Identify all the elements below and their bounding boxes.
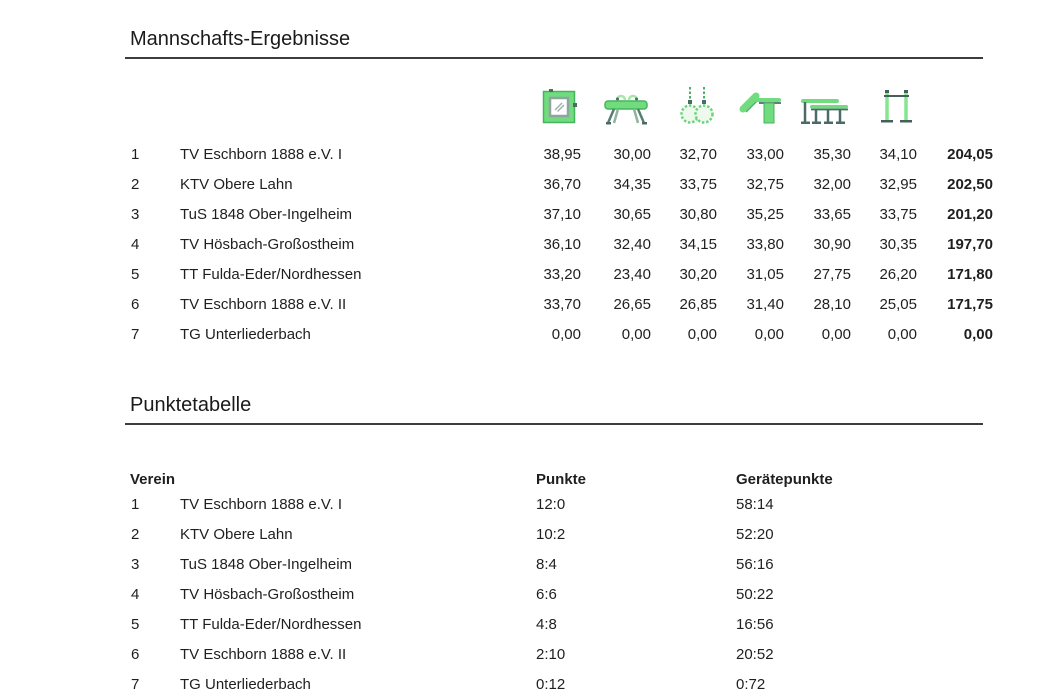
team-name: TuS 1848 Ober-Ingelheim bbox=[180, 555, 353, 573]
points-row bbox=[125, 519, 993, 549]
score-floor: 37,10 bbox=[543, 205, 581, 223]
pommel-horse-icon bbox=[581, 91, 651, 125]
rank-number: 6 bbox=[131, 645, 140, 663]
rank-number: 4 bbox=[131, 585, 140, 603]
score-pommel-horse: 0,00 bbox=[621, 325, 651, 343]
score-high-bar: 30,35 bbox=[879, 235, 917, 253]
score-total: 0,00 bbox=[963, 325, 993, 343]
score-pommel-horse: 26,65 bbox=[613, 295, 651, 313]
score-parallel-bars: 0,00 bbox=[821, 325, 851, 343]
match-points: 0:12 bbox=[536, 675, 566, 693]
score-high-bar: 33,75 bbox=[879, 205, 917, 223]
parallel-bars-icon bbox=[784, 92, 851, 125]
score-total: 204,05 bbox=[947, 145, 993, 163]
score-total: 171,80 bbox=[947, 265, 993, 283]
points-row bbox=[125, 549, 993, 579]
score-floor: 36,10 bbox=[543, 235, 581, 253]
device-points: 0:72 bbox=[736, 675, 766, 693]
score-rings: 26,85 bbox=[679, 295, 717, 313]
score-pommel-horse: 30,65 bbox=[613, 205, 651, 223]
score-vault: 35,25 bbox=[746, 205, 784, 223]
score-vault: 31,05 bbox=[746, 265, 784, 283]
score-pommel-horse: 23,40 bbox=[613, 265, 651, 283]
results-row bbox=[125, 259, 993, 289]
results-row bbox=[125, 139, 993, 169]
score-high-bar: 34,10 bbox=[879, 145, 917, 163]
team-name: TV Hösbach-Großostheim bbox=[180, 585, 355, 603]
device-points: 16:56 bbox=[736, 615, 774, 633]
score-high-bar: 0,00 bbox=[887, 325, 917, 343]
score-vault: 31,40 bbox=[746, 295, 784, 313]
rank-number: 7 bbox=[131, 675, 140, 693]
score-total: 171,75 bbox=[947, 295, 993, 313]
rank-number: 2 bbox=[131, 175, 140, 193]
device-points: 50:22 bbox=[736, 585, 774, 603]
score-high-bar: 32,95 bbox=[879, 175, 917, 193]
rank-number: 6 bbox=[131, 295, 140, 313]
score-rings: 30,20 bbox=[679, 265, 717, 283]
rank-number: 5 bbox=[131, 615, 140, 633]
score-rings: 30,80 bbox=[679, 205, 717, 223]
rank-number: 5 bbox=[131, 265, 140, 283]
score-floor: 33,20 bbox=[543, 265, 581, 283]
score-rings: 33,75 bbox=[679, 175, 717, 193]
device-points: 20:52 bbox=[736, 645, 774, 663]
rank-number: 3 bbox=[131, 205, 140, 223]
team-name: TV Eschborn 1888 e.V. II bbox=[180, 295, 347, 313]
match-points: 10:2 bbox=[536, 525, 566, 543]
device-points: 52:20 bbox=[736, 525, 774, 543]
team-name: TuS 1848 Ober-Ingelheim bbox=[180, 205, 353, 223]
rings-icon bbox=[651, 87, 717, 125]
results-row bbox=[125, 289, 993, 319]
rank-number: 2 bbox=[131, 525, 140, 543]
team-name: KTV Obere Lahn bbox=[180, 175, 293, 193]
score-rings: 34,15 bbox=[679, 235, 717, 253]
points-row bbox=[125, 609, 993, 639]
team-name: TV Hösbach-Großostheim bbox=[180, 235, 355, 253]
score-pommel-horse: 32,40 bbox=[613, 235, 651, 253]
rank-number: 1 bbox=[131, 145, 140, 163]
score-parallel-bars: 30,90 bbox=[813, 235, 851, 253]
match-points: 4:8 bbox=[536, 615, 557, 633]
vault-icon bbox=[717, 89, 784, 125]
team-name: TG Unterliederbach bbox=[180, 675, 311, 693]
team-name: TT Fulda-Eder/Nordhessen bbox=[180, 265, 362, 283]
score-floor: 33,70 bbox=[543, 295, 581, 313]
score-total: 197,70 bbox=[947, 235, 993, 253]
high-bar-icon bbox=[851, 87, 917, 125]
points-row bbox=[125, 669, 993, 699]
results-row bbox=[125, 229, 993, 259]
rank-number: 4 bbox=[131, 235, 140, 253]
score-vault: 0,00 bbox=[754, 325, 784, 343]
device-points: 56:16 bbox=[736, 555, 774, 573]
score-parallel-bars: 27,75 bbox=[813, 265, 851, 283]
points-row bbox=[125, 489, 993, 519]
score-parallel-bars: 28,10 bbox=[813, 295, 851, 313]
score-floor: 36,70 bbox=[543, 175, 581, 193]
points-section-title: Punktetabelle bbox=[125, 349, 983, 425]
score-floor: 0,00 bbox=[551, 325, 581, 343]
match-points: 2:10 bbox=[536, 645, 566, 663]
points-table-header bbox=[125, 469, 993, 489]
rank-number: 1 bbox=[131, 495, 140, 513]
score-floor: 38,95 bbox=[543, 145, 581, 163]
team-name: TV Eschborn 1888 e.V. II bbox=[180, 645, 347, 663]
team-name: KTV Obere Lahn bbox=[180, 525, 293, 543]
score-high-bar: 25,05 bbox=[879, 295, 917, 313]
points-row bbox=[125, 639, 993, 669]
results-row bbox=[125, 199, 993, 229]
score-parallel-bars: 35,30 bbox=[813, 145, 851, 163]
score-high-bar: 26,20 bbox=[879, 265, 917, 283]
header-geraetepunkte: Gerätepunkte bbox=[736, 470, 833, 488]
team-name: TV Eschborn 1888 e.V. I bbox=[180, 145, 343, 163]
results-row bbox=[125, 319, 993, 349]
score-rings: 32,70 bbox=[679, 145, 717, 163]
apparatus-icon-row bbox=[125, 87, 993, 123]
team-name: TG Unterliederbach bbox=[180, 325, 311, 343]
match-points: 12:0 bbox=[536, 495, 566, 513]
header-verein: Verein bbox=[130, 470, 176, 488]
results-section-title: Mannschafts-Ergebnisse bbox=[125, 0, 983, 59]
rank-number: 3 bbox=[131, 555, 140, 573]
score-parallel-bars: 33,65 bbox=[813, 205, 851, 223]
points-row bbox=[125, 579, 993, 609]
results-row bbox=[125, 169, 993, 199]
score-total: 201,20 bbox=[947, 205, 993, 223]
rank-number: 7 bbox=[131, 325, 140, 343]
score-total: 202,50 bbox=[947, 175, 993, 193]
header-punkte: Punkte bbox=[536, 470, 587, 488]
score-parallel-bars: 32,00 bbox=[813, 175, 851, 193]
results-rows bbox=[125, 139, 993, 349]
floor-icon bbox=[425, 89, 581, 125]
team-name: TT Fulda-Eder/Nordhessen bbox=[180, 615, 362, 633]
score-vault: 33,00 bbox=[746, 145, 784, 163]
match-points: 8:4 bbox=[536, 555, 557, 573]
score-vault: 33,80 bbox=[746, 235, 784, 253]
score-vault: 32,75 bbox=[746, 175, 784, 193]
score-pommel-horse: 30,00 bbox=[613, 145, 651, 163]
points-rows bbox=[125, 489, 993, 699]
score-pommel-horse: 34,35 bbox=[613, 175, 651, 193]
team-name: TV Eschborn 1888 e.V. I bbox=[180, 495, 343, 513]
device-points: 58:14 bbox=[736, 495, 774, 513]
score-rings: 0,00 bbox=[687, 325, 717, 343]
match-points: 6:6 bbox=[536, 585, 557, 603]
